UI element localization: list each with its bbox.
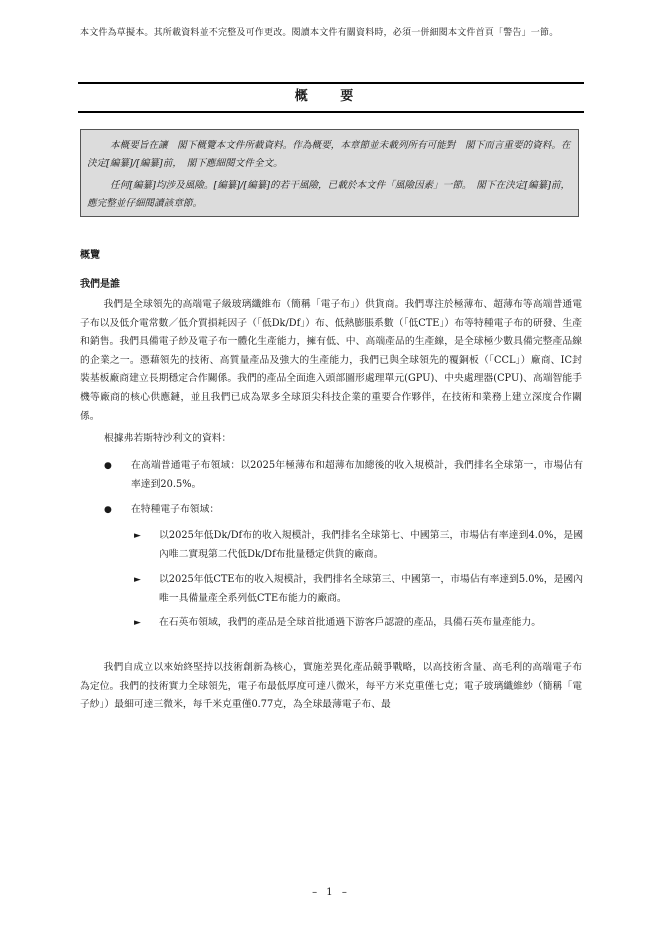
bullet-text: 在特種電子布領域： <box>131 504 220 515</box>
source-paragraph: 根據弗若斯特沙利文的資料： <box>104 433 232 444</box>
who-we-are-heading: 我們是誰 <box>80 279 120 290</box>
arrow-right-icon: ► <box>134 618 141 628</box>
sub-item-text: 在石英布領域，我們的產品是全球首批通過下游客戶認證的產品，具備石英布量產能力。 <box>159 617 542 628</box>
notice-paragraph-2: 任何[編纂]均涉及風險。[編纂]/[編纂]的若干風險，已載於本文件「風險因素」一節。 閣下在決定[編纂]前，應完整並仔細閱讀該章節。 <box>87 180 571 209</box>
intro-paragraph: 我們是全球領先的高端電子級玻璃纖維布（簡稱「電子布」）供貨商。我們專注於極薄布、超薄布等高端普通電子布以及低介電常數／低介質損耗因子（「低Dk/Df」）布、低熱膨脹系數（「低CTE」）布等特種電子布的研發、生產和銷售。我們具備電子紗及電子布一體化生產能力，擁有低、中、高端產品的生產線，是全球極少數具備完整產品線的企業之一。憑藉領先的技術、高質量產品及強大的生產能力，我們已與全球領先的覆銅板（「CCL」）廠商、IC封裝基板廠商建立長期穩定合作關係。我們的產品全面進入頭部圖形處理單元(GPU)、中央處理器(CPU)、高端智能手機等廠商的核心供應鏈，並且我們已成為眾多全球頂尖科技企業的重要合作夥伴，在技術和業務上建立深度合作關係。 <box>80 299 582 422</box>
notice-paragraph-1: 本概要旨在讓 閣下概覽本文件所載資料。作為概要，本章節並未載列所有可能對 閣下而言重要的資料。在決定[編纂]/[編纂]前， 閣下應細閱文件全文。 <box>87 140 571 169</box>
sub-item-text: 以2025年低Dk/Df布的收入規模計，我們排名全球第七、中國第三，市場佔有率達到4.0%，是國內唯二實現第二代低Dk/Df布批量穩定供貨的廠商。 <box>159 530 583 560</box>
technology-paragraph: 我們自成立以來始終堅持以技術創新為核心，實施差異化產品競爭戰略，以高技術含量、高毛利的高端電子布為定位。我們的技術實力全球領先，電子布最低厚度可達八微米，每平方米克重僅七克；電子玻璃纖維紗（簡稱「電子紗」）最細可達三微米，每千米克重僅0.77克，為全球最薄電子布、最 <box>80 662 582 711</box>
bullet-text: 在高端普通電子布領域：以2025年極薄布和超薄布加總後的收入規模計，我們排名全球第一，市場佔有率達到20.5%。 <box>131 460 583 490</box>
bullet-dot-icon: ● <box>104 461 112 471</box>
sub-item-text: 以2025年低CTE布的收入規模計，我們排名全球第三、中國第一，市場佔有率達到5.0%，是國內唯一具備量產全系列低CTE布能力的廠商。 <box>159 574 583 604</box>
title-rule-top <box>78 82 584 84</box>
section-title: 概 要 <box>294 89 368 104</box>
arrow-right-icon: ► <box>134 531 141 541</box>
arrow-right-icon: ► <box>134 575 141 585</box>
summary-notice-box <box>80 129 579 217</box>
bullet-dot-icon: ● <box>104 505 112 515</box>
draft-disclaimer: 本文件為草擬本。其所載資料並不完整及可作更改。閱讀本文件有關資料時，必須一併細閱本文件首頁「警告」一節。 <box>80 28 559 38</box>
title-rule-bottom <box>78 111 584 113</box>
page-number: – 1 – <box>312 887 350 898</box>
overview-heading: 概覽 <box>80 250 100 261</box>
